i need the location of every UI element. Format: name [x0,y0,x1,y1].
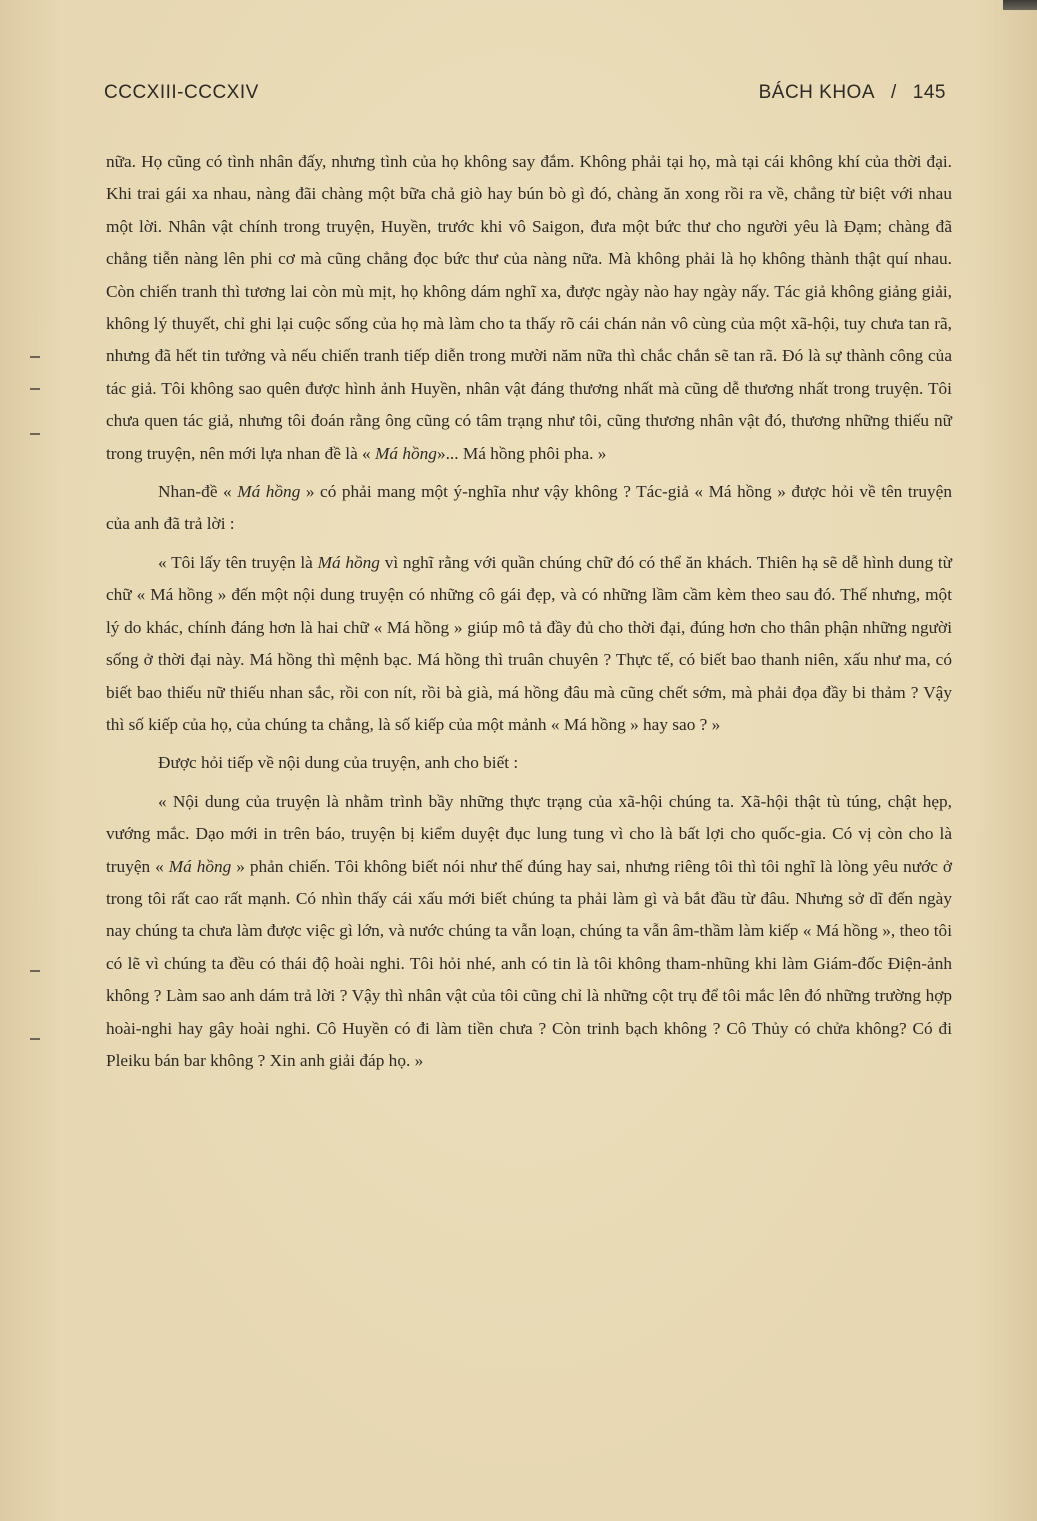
paragraph-text: » phản chiến. Tôi không biết nói như thế đúng hay sai, nhưng riêng tôi thì tôi nghĩ là lòng yêu nước ở trong tôi rất cao rất mạnh. Có nhìn thấy cái xấu mới biết chúng ta phải làm gì và bắt đầu từ đâu. Nhưng sở dĩ đến ngày nay chúng ta chưa làm được việc gì lớn, và nước chúng ta vẫn loạn, chúng ta vẫn âm-thầm làm kiếp « Má hồng », theo tôi có lẽ vì chúng ta đều có thái độ hoài nghi. Tôi hỏi nhé, anh có tin là tôi không tham-nhũng khi làm Giám-đốc Điện-ảnh không ? Làm sao anh dám trả lời ? Vậy thì nhân vật của tôi cũng chỉ là những cột trụ để tôi mắc lên đó những trường hợp hoài-nghi hay gây hoài nghi. Cô Huyền có đi làm tiền chưa ? Còn trinh bạch không ? Cô Thủy có chửa không? Có đi Pleiku bán bar không ? Xin anh giải đáp họ. » [106,856,952,1070]
italic-title: Má hồng [375,443,437,463]
margin-mark [30,388,40,390]
italic-title: Má hồng [168,856,232,876]
paragraph [106,476,952,541]
page-number: 145 [912,82,946,103]
paragraph-text: « Nội dung của truyện là nhằm trình bầy những thực trạng của xã-hội chúng ta. Xã-hội thật tù túng, chật hẹp, vướng mắc. Dạo mới in trên báo, truyện bị kiểm duyệt đục lung tung vì cho là bất lợi cho quốc-gia. Có vị còn cho là truyện « [106,791,952,876]
paragraph-text: »... Má hồng phôi pha. » [436,443,607,463]
paragraph-text: vì nghĩ rằng với quần chúng chữ đó có thể ăn khách. Thiên hạ sẽ dễ hình dung từ chữ « Má hồng » đến một nội dung truyện có những cô gái đẹp, và có những lầm cầm kèm theo sau đó. Thế nhưng, một lý do khác, chính đáng hơn là hai chữ « Má hồng » giúp mô tả đầy đủ cho thời đại, đúng hơn cho thân phận những người sống ở thời đại này. Má hồng thì mệnh bạc. Má hồng thì truân chuyên ? Thực tế, có biết bao thanh niên, xấu như ma, có biết bao thiếu nữ thiếu nhan sắc, rồi con nít, rồi bà già, má hồng đâu mà cũng chết sớm, mà phải đọa đầy bi thảm ? Vậy thì số kiếp của họ, của chúng ta chẳng, là số kiếp của một mảnh « Má hồng » hay sao ? » [106,552,952,734]
italic-title: Má hồng [317,552,380,572]
header-separator: / [891,82,897,103]
paragraph [106,747,952,779]
paragraph-text: « Tôi lấy tên truyện là [158,552,313,572]
paragraph-text: Được hỏi tiếp về nội dung của truyện, anh cho biết : [158,753,519,773]
header-right [759,82,946,104]
running-header [104,82,946,112]
issue-number: CCCXIII-CCCXIV [104,82,259,103]
paragraph [106,146,952,470]
paragraph [106,547,952,741]
italic-title: Má hồng [237,482,301,502]
article-body [106,146,952,1077]
magazine-title: BÁCH KHOA [758,82,876,103]
margin-mark [30,970,40,972]
paragraph-text: nữa. Họ cũng có tình nhân đấy, nhưng tình của họ không say đắm. Không phải tại họ, mà tại cái không khí của thời đại. Khi trai gái xa nhau, nàng đãi chàng một bữa chả giò hay bún bò gì đó, chàng ăn xong rồi ra về, chẳng từ biệt với nhau một lời. Nhân vật chính trong truyện, Huyền, trước khi vô Saigon, đưa một bức thư cho người yêu là Đạm; chàng đã chẳng tiễn nàng lên phi cơ mà cũng chẳng đọc bức thư của nàng nữa. Mà không phải là họ không thành thật quí nhau. Còn chiến tranh thì tương lai còn mù mịt, họ không dám nghĩ xa, được ngày nào hay ngày nấy. Tác giả không giảng giải, không lý thuyết, chỉ ghi lại cuộc sống của họ mà làm cho ta thấy rõ cái chán nản vô cùng của một xã-hội, tuy chưa tan rã, nhưng đã hết tin tưởng và nếu chiến tranh tiếp diễn trong mười năm nữa thì chắc chắn sẽ tan rã. Đó là sự thành công của tác giả. Tôi không sao quên được hình ảnh Huyền, nhân vật đáng thương nhất mà cũng dễ thương nhất trong truyện. Tôi chưa quen tác giả, nhưng tôi đoán rằng ông cũng có tâm trạng như tôi, cũng thương nhân vật đó, thương những thiếu nữ trong truyện, nên mới lựa nhan đề là « [106,152,952,463]
paragraph-text: » có phải mang một ý-nghĩa như vậy không ? Tác-giả « Má hồng » được hỏi về tên truyện của anh đã trả lời : [106,482,952,534]
paragraph [106,786,952,1078]
paragraph-text: Nhan-đề « [158,482,232,502]
margin-mark [30,1038,40,1040]
margin-mark [30,433,40,435]
margin-mark [30,356,40,358]
page-corner-shadow [1003,0,1037,10]
